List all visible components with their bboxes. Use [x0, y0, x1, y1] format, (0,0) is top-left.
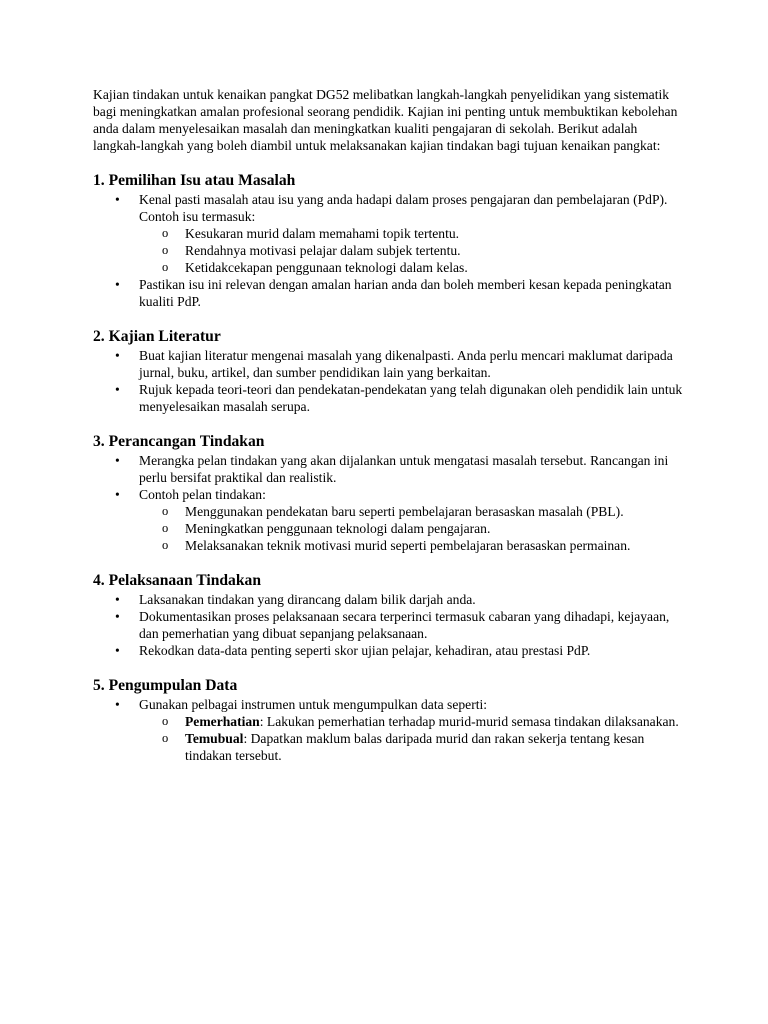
section-4-list: [93, 591, 683, 659]
sub-list-item-text: Menggunakan pendekatan baru seperti pembelajaran berasaskan masalah (PBL).: [185, 504, 624, 519]
list-item-text: Gunakan pelbagai instrumen untuk mengumpulkan data seperti:: [139, 697, 488, 712]
sub-bullet-icon: o: [162, 538, 169, 552]
sub-list-item: [162, 225, 683, 242]
section-heading-5: 5. Pengumpulan Data: [93, 677, 238, 694]
list-item-text: Merangka pelan tindakan yang akan dijalankan untuk mengatasi masalah tersebut. Rancangan ini perlu bersifat praktikal dan realistik.: [139, 453, 669, 485]
sub-bullet-icon: o: [162, 504, 169, 518]
sub-list: [139, 713, 683, 764]
list-item-text: Kenal pasti masalah atau isu yang anda hadapi dalam proses pengajaran dan pembelajaran (PdP). Contoh isu termasuk:: [139, 192, 668, 224]
list-item: [115, 191, 683, 276]
list-item-text: Laksanakan tindakan yang dirancang dalam bilik darjah anda.: [139, 592, 476, 607]
sub-list-item-term: Temubual: [185, 731, 244, 746]
sub-bullet-icon: o: [162, 731, 169, 745]
list-item: [115, 696, 683, 764]
list-item: [115, 381, 683, 415]
sub-list-item: [162, 242, 683, 259]
sub-list: [139, 503, 683, 554]
sub-list-item: [162, 537, 683, 554]
bullet-icon: •: [115, 643, 120, 658]
intro-paragraph: Kajian tindakan untuk kenaikan pangkat DG52 melibatkan langkah-langkah penyelidikan yang sistematik bagi meningkatkan amalan profesional seorang pendidik. Kajian ini penting untuk membuktikan kebolehan anda dalam menyelesaikan masalah dan meningkatkan kualiti pengajaran di sekolah. Berikut adalah langkah-langkah yang boleh diambil untuk melaksanakan kajian tindakan bagi tujuan kenaikan pangkat:: [93, 87, 678, 153]
sub-bullet-icon: o: [162, 226, 169, 240]
list-item: [115, 452, 683, 486]
sub-bullet-icon: o: [162, 260, 169, 274]
section-1-list: [93, 191, 683, 310]
list-item: [115, 347, 683, 381]
section-heading-1: 1. Pemilihan Isu atau Masalah: [93, 172, 296, 189]
section-heading-2: 2. Kajian Literatur: [93, 328, 221, 345]
list-item: [115, 591, 683, 608]
sub-list-item-text: : Lakukan pemerhatian terhadap murid-murid semasa tindakan dilaksanakan.: [259, 714, 679, 729]
sub-list-item-term: Pemerhatian: [185, 714, 260, 729]
sub-list-item-text: : Dapatkan maklum balas daripada murid dan rakan sekerja tentang kesan tindakan tersebut.: [185, 731, 645, 763]
sub-bullet-icon: o: [162, 243, 169, 257]
sub-list-item-text: Meningkatkan penggunaan teknologi dalam pengajaran.: [185, 521, 491, 536]
list-item: [115, 642, 683, 659]
document-page: [93, 86, 683, 764]
list-item: [115, 276, 683, 310]
list-item-text: Rekodkan data-data penting seperti skor ujian pelajar, kehadiran, atau prestasi PdP.: [139, 643, 591, 658]
section-5-list: [93, 696, 683, 764]
bullet-icon: •: [115, 348, 120, 363]
sub-list-item: [162, 730, 683, 764]
bullet-icon: •: [115, 592, 120, 607]
sub-bullet-icon: o: [162, 521, 169, 535]
list-item: [115, 486, 683, 554]
sub-list-item: [162, 713, 683, 730]
list-item-text: Rujuk kepada teori-teori dan pendekatan-pendekatan yang telah digunakan oleh pendidik lain untuk menyelesaikan masalah serupa.: [139, 382, 683, 414]
sub-list-item: [162, 520, 683, 537]
section-3-list: [93, 452, 683, 554]
bullet-icon: •: [115, 382, 120, 397]
sub-list: [139, 225, 683, 276]
list-item-text: Buat kajian literatur mengenai masalah yang dikenalpasti. Anda perlu mencari maklumat daripada jurnal, buku, artikel, dan sumber pendidikan lain yang berkaitan.: [139, 348, 673, 380]
list-item-text: Pastikan isu ini relevan dengan amalan harian anda dan boleh memberi kesan kepada peningkatan kualiti PdP.: [139, 277, 672, 309]
bullet-icon: •: [115, 609, 120, 624]
sub-list-item-text: Rendahnya motivasi pelajar dalam subjek tertentu.: [185, 243, 461, 258]
section-heading-3: 3. Perancangan Tindakan: [93, 433, 265, 450]
section-2-list: [93, 347, 683, 415]
bullet-icon: •: [115, 697, 120, 712]
sub-bullet-icon: o: [162, 714, 169, 728]
bullet-icon: •: [115, 277, 120, 292]
bullet-icon: •: [115, 453, 120, 468]
sub-list-item-text: Melaksanakan teknik motivasi murid seperti pembelajaran berasaskan permainan.: [185, 538, 631, 553]
sub-list-item-text: Kesukaran murid dalam memahami topik tertentu.: [185, 226, 460, 241]
bullet-icon: •: [115, 192, 120, 207]
sub-list-item: [162, 503, 683, 520]
sub-list-item-text: Ketidakcekapan penggunaan teknologi dalam kelas.: [185, 260, 468, 275]
list-item: [115, 608, 683, 642]
section-heading-4: 4. Pelaksanaan Tindakan: [93, 572, 261, 589]
list-item-text: Contoh pelan tindakan:: [139, 487, 266, 502]
bullet-icon: •: [115, 487, 120, 502]
sub-list-item: [162, 259, 683, 276]
list-item-text: Dokumentasikan proses pelaksanaan secara terperinci termasuk cabaran yang dihadapi, kejayaan, dan pemerhatian yang dibuat sepanjang pelaksanaan.: [139, 609, 670, 641]
